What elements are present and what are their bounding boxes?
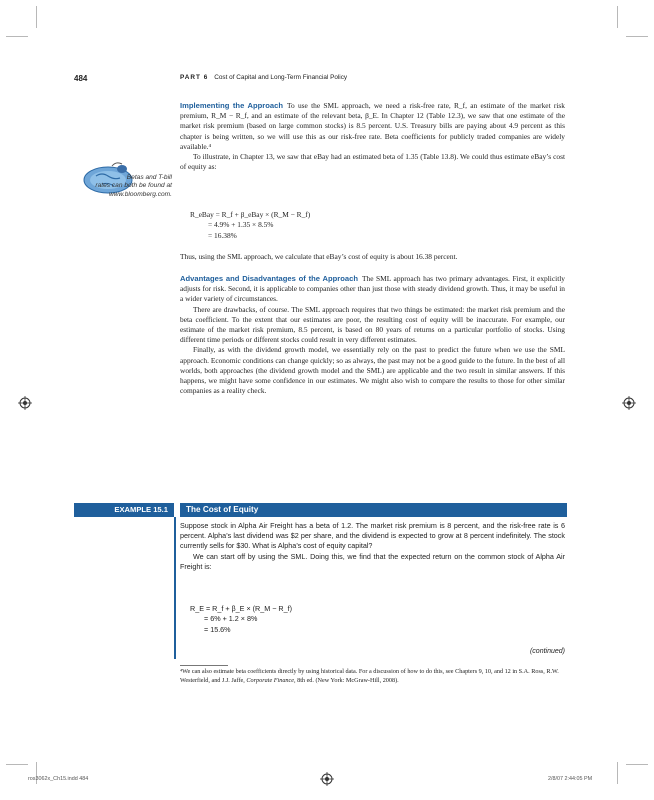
crop-mark	[6, 764, 28, 765]
footnote-text: , 8th ed. (New York: McGraw-Hill, 2008).	[294, 676, 399, 684]
crop-mark	[626, 36, 648, 37]
footnote	[180, 668, 565, 685]
example-label: EXAMPLE 15.1	[74, 503, 174, 517]
margin-note-line: www.bloomberg.com.	[108, 190, 172, 198]
footnote-text: ⁴We can also estimate beta coefficients directly by using historical data. For a discussion of how to do this, see Chapters 9, 10, and 12 in S.A. Ross, R.W. Westerfield, and J.J. Jaffe,	[180, 668, 559, 684]
margin-note-line: Betas and T-bill	[126, 174, 172, 181]
section-advantages	[180, 274, 565, 396]
paragraph: Suppose stock in Alpha Air Freight has a beta of 1.2. The market risk premium is 8 percent, and the risk-free rate is 6 percent. Alpha’s last dividend was $2 per share, and the dividend is expected to grow at 8 percent indefinitely. The stock currently sells for $30. What is Alpha’s cost of equity capital?	[180, 521, 565, 551]
crop-mark	[6, 36, 28, 37]
part-label: PART 6	[180, 74, 209, 81]
crop-mark	[617, 6, 618, 28]
slug-date: 2/8/07 2:44:05 PM	[548, 776, 593, 782]
equation-line: = 4.9% + 1.35 × 8.5%	[208, 220, 274, 230]
registration-mark-icon	[622, 396, 636, 410]
equation-line: = 6% + 1.2 × 8%	[204, 614, 258, 624]
margin-note-text	[60, 174, 172, 199]
section-heading: Advantages and Disadvantages of the Approach	[180, 274, 358, 283]
crop-mark	[617, 762, 618, 784]
equation-line: R_eBay = R_f + β_eBay × (R_M − R_f)	[190, 210, 311, 219]
paragraph: The SML approach has two primary advantages. First, it explicitly adjusts for risk. Second, it is applicable to companies other than just those with steady dividend growth. Thus, it may be useful in a wider variety of circumstances.	[180, 274, 565, 304]
section-heading: Implementing the Approach	[180, 101, 283, 110]
example-rule	[174, 517, 176, 659]
paragraph: Thus, using the SML approach, we calculate that eBay’s cost of equity is about 16.38 percent.	[180, 252, 458, 261]
section-implementing	[180, 101, 565, 172]
paragraph: We can start off by using the SML. Doing this, we find that the expected return on the common stock of Alpha Air Freight is:	[180, 551, 565, 571]
equation-line: R_E = R_f + β_E × (R_M − R_f)	[190, 604, 293, 613]
equation-line: = 15.6%	[204, 624, 231, 634]
crop-mark	[36, 6, 37, 28]
slug-file: ros3062x_Ch15.indd 484	[28, 776, 89, 782]
paragraph: To illustrate, in Chapter 13, we saw that eBay had an estimated beta of 1.35 (Table 13.8). We could thus estimate eBay’s cost of equity as:	[180, 152, 565, 172]
equation-alpha	[190, 604, 292, 635]
page-number: 484	[74, 74, 88, 83]
paragraph: Finally, as with the dividend growth model, we essentially rely on the past to predict the future when we use the SML approach. Economic conditions can change quickly; so as always, the past may not be a good guide to the future. In the best of all worlds, both approaches (the dividend growth model and the SML) are applicable and the two result in similar answers. If this happens, we might have some confidence in our estimates. We might also wish to compare the results to those for other similar companies as a reality check.	[180, 345, 565, 396]
example-header	[74, 503, 567, 517]
footnote-rule	[180, 665, 228, 666]
footnote-book-title: Corporate Finance	[246, 676, 295, 684]
crop-mark	[626, 764, 648, 765]
margin-note-line: rates can both be found at	[95, 182, 172, 190]
running-head	[180, 74, 347, 81]
equation-ebay	[190, 210, 310, 241]
running-head-title: Cost of Capital and Long-Term Financial Policy	[214, 74, 348, 81]
registration-mark-icon	[320, 772, 334, 786]
paragraph: There are drawbacks, of course. The SML approach requires that two things be estimated: the market risk premium and the beta coefficient. To the extent that our estimates are poor, the resulting cost of equity will be inaccurate. For example, our estimate of the market risk premium, 8.5 percent, is based on 80 years of returns on a particular portfolio of stocks. Using different time periods or different stocks could result in very different estimates.	[180, 304, 565, 345]
registration-mark-icon	[18, 396, 32, 410]
section-implementing-conclusion	[180, 252, 565, 262]
paragraph: To use the SML approach, we need a risk-free rate, R_f, an estimate of the market risk premium, R_M − R_f, and an estimate of the relevant beta, β_E. In Chapter 12 (Table 12.3), we saw that one estimate of the market risk premium (based on large common stocks) is 8.5 percent. U.S. Treasury bills are paying about 4.9 percent as this chapter is being written, so we will use this as our risk-free rate. Beta coefficients for publicly traded companies are widely available.⁴	[180, 101, 565, 151]
example-body	[180, 521, 565, 572]
example-title: The Cost of Equity	[180, 503, 567, 517]
equation-line: = 16.38%	[208, 230, 237, 240]
continued-label: (continued)	[529, 648, 565, 655]
